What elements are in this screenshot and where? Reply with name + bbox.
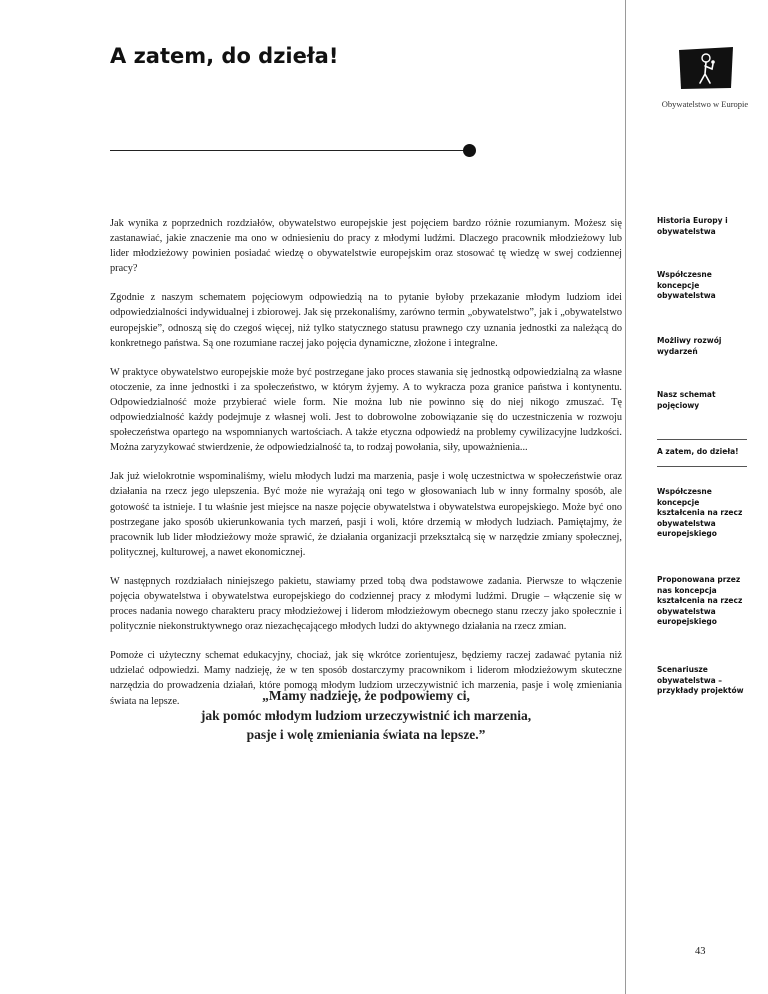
quote-line: jak pomóc młodym ludziom urzeczywistnić ich marzenia,	[200, 707, 532, 723]
sidebar-item-schemat[interactable]: Nasz schemat pojęciowy	[657, 390, 716, 410]
quote-line: pasje i wolę zmieniania świata na lepsze.”	[246, 727, 486, 742]
quote-line: „Mamy nadzieję, że podpowiemy ci,	[262, 688, 470, 703]
section-rule-dot	[463, 144, 476, 157]
sidebar-item-a-zatem[interactable]: A zatem, do dzieła!	[657, 447, 747, 458]
paragraph: Jak już wielokrotnie wspominaliśmy, wielu młodych ludzi ma marzenia, pasje i wolę uczestnictwa w społeczeństwie oraz działania na rzecz jego ulepszenia. Być może nie wyrażają oni tego w głosowaniach lub w inny formalny sposób, ale gotowość ta istnieje. I tu właśnie jest miejsce na nasze pojęcie obywatelstwa i obywatelstwa europejskiego. Może być ono postrzegane jako sposób ukierunkowania tych marzeń, pasji i woli, które drzemią w młodych ludziach. Pamiętajmy, że pracownik lub lider młodzieżowy może sprawić, że działania organizacji przekształcą się w narzędzie zmiany społecznej, politycznej, kulturowej, a nawet ekonomicznej.	[110, 471, 622, 558]
logo-caption: Obywatelstwo w Europie	[661, 99, 749, 109]
sidebar-item-historia[interactable]: Historia Europy i obywatelstwa	[657, 216, 728, 236]
paragraph: W praktyce obywatelstwo europejskie może być postrzegane jako proces stawania się jednostką odpowiedzialną za własne otoczenie, za inne jednostki i za społeczeństwo, w którym żyjemy. A to wykracza poza granice państwa i kontynentu. Odpowiedzialność może przybierać wiele form. Nie można lub nie powinno się do niej nikogo zmuszać. Tę odpowiedzialność każdy podejmuje z własnej woli. Jest to dobrowolne zobowiązanie się do uczestniczenia w rozwoju społeczeństwa opartego na wspomnianych wartościach. A także etyczna odpowiedź na problemy cywilizacyjne ludzkości. Można zaryzykować stwierdzenie, że odpowiedzialność ta, to rodzaj powołania, siły, upoważnienia...	[110, 366, 622, 454]
sidebar-item-scenariusze[interactable]: Scenariusze obywatelstwa – przykłady projektów	[657, 665, 744, 695]
paragraph: Pomoże ci użyteczny schemat edukacyjny, chociaż, jak się wkrótce zorientujesz, będziemy raczej zadawać pytania niż udzielać odpowiedzi. Mamy nadzieję, że w ten sposób dostarczymy pracownikom i liderom młodzieżowym skuteczne narzędzia do prowadzenia działań, które pomogą młodym ludziom urzeczywistnić ich marzenia, pasje i wolę zmieniania świata na lepsze.	[110, 650, 622, 707]
sidebar-item-ksztalcenie[interactable]: Współczesne koncepcje kształcenia na rzecz obywatelstwa europejskiego	[657, 487, 743, 538]
sidebar-item-mozliwy-rozwoj[interactable]: Możliwy rozwój wydarzeń	[657, 336, 722, 356]
sidebar-item-proponowana[interactable]: Proponowana przez nas koncepcja kształcenia na rzecz obywatelstwa europejskiego	[657, 575, 743, 626]
citizenship-logo-icon	[676, 44, 736, 92]
article-body	[110, 216, 622, 723]
paragraph: Jak wynika z poprzednich rozdziałów, obywatelstwo europejskie jest pojęciem bardzo różnie rozumianym. Możesz się zastanawiać, jakie znaczenie ma ono w odniesieniu do pracy z młodymi ludźmi. Dlaczego pracownik młodzieżowy lub lider młodzieżowy powinien posiadać wiedzę o obywatelstwie europejskim oraz stosować tę wiedzę w swej codziennej pracy?	[110, 218, 622, 275]
section-rule	[110, 150, 470, 151]
pull-quote	[110, 686, 622, 745]
paragraph: Zgodnie z naszym schematem pojęciowym odpowiedzią na to pytanie byłoby przekazanie młodym ludziom idei odpowiedzialności indywidualnej i zbiorowej. Jak się przekonaliśmy, zarówno termin „obywatelstwo”, jak i „obywatelstwo europejskie”, odnoszą się do czegoś więcej, niż tylko statycznego statusu prawnego czy uznania jednostki za należącą do konkretnego państwa. Są one rozumiane raczej jako pojęcia dynamiczne, złożone i integralne.	[110, 292, 622, 349]
sidebar-item-wspolczesne-koncepcje[interactable]: Współczesne koncepcje obywatelstwa	[657, 270, 716, 300]
page-title: A zatem, do dzieła!	[110, 44, 339, 68]
page-number: 43	[695, 946, 706, 957]
column-divider	[625, 0, 626, 994]
paragraph: W następnych rozdziałach niniejszego pakietu, stawiamy przed tobą dwa podstawowe zadania. Pierwsze to włączenie pojęcia obywatelstwa i obywatelstwa europejskiego do codziennej pracy z młodymi ludźmi. Drugie – włączenie się w proces nadania nowego charakteru pracy młodzieżowej i liderom młodzieżowym obecnego stanu rzeczy jako społecznie i politycznie niekonstruktywnego oraz niezachęcającego młodych ludzi do aktywnego działania na rzecz zmian.	[110, 575, 622, 633]
